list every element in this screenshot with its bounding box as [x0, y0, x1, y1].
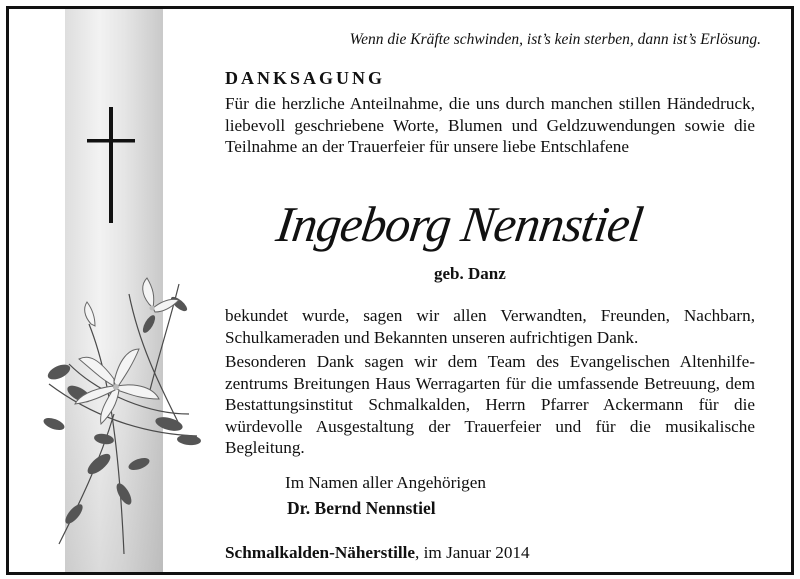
signer-name: Dr. Bernd Nennstiel [287, 498, 436, 518]
motto: Wenn die Kräfte schwinden, ist’s kein sterben, dann ist’s Erlösung. [349, 31, 761, 48]
place-date-line [225, 543, 530, 563]
obituary-notice [6, 6, 794, 575]
place-name: Schmalkalden-Näherstille [225, 543, 416, 562]
closing-line: Im Namen aller Angehörigen [285, 473, 486, 492]
special-thanks-paragraph: Besonderen Dank sagen wir dem Team des Evangelischen Altenhilfezentrums Breitungen Haus Werragarten für die umfassende Betreuung, dem Bestattungsinstitut Schmalkalden, Herrn Pfarrer Ackermann für die würdevolle Ausgestaltung der Trauerfeier und für die musikalische Begleitung. [225, 352, 755, 457]
date-text: , im Januar 2014 [415, 543, 530, 562]
maiden-name: geb. Danz [434, 264, 506, 283]
thanks-paragraph: bekundet wurde, sagen wir allen Verwandten, Freunden, Nachbarn, Schulkameraden und Bekannten unseren aufrichtigen Dank. [225, 306, 755, 347]
page-title: DANKSAGUNG [225, 68, 386, 88]
flower-bouquet-icon [29, 264, 204, 564]
cross-icon [87, 107, 137, 223]
deceased-name: Ingeborg Nennstiel [273, 196, 646, 252]
intro-paragraph: Für die herzliche Anteilnahme, die uns durch manchen stillen Händedruck, liebevoll geschriebene Worte, Blumen und Geldzuwendungen sowie die Teilnahme an der Trauerfeier für unsere liebe Entschlafene [225, 94, 755, 156]
